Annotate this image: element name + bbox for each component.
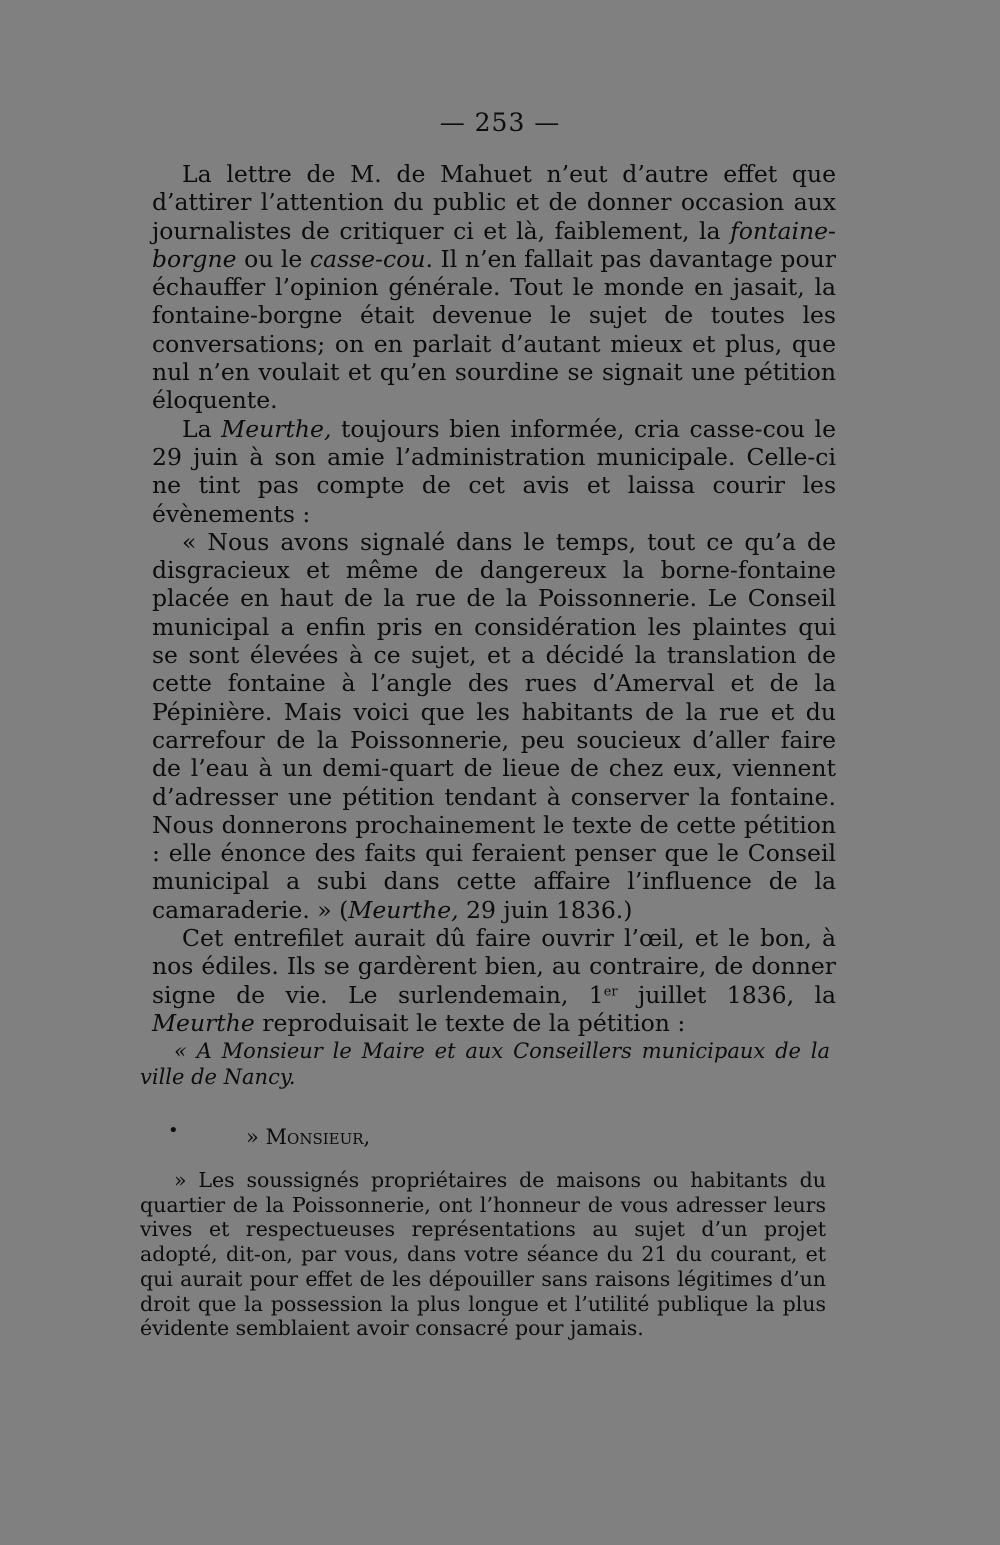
paragraph-letter-effect (152, 160, 836, 415)
text-run: juillet 1836, la (617, 980, 836, 1009)
text-run: ou le (236, 244, 310, 273)
paragraph-meurthe-warning (152, 415, 836, 528)
italic-term: casse-cou (309, 244, 426, 273)
italic-term: Meurthe, (348, 895, 459, 924)
petition-text: » Les soussignés propriétaires de maisons ou habitants du quartier de la Poissonnerie, ont l’honneur de vous adresser leurs vives et respectueuses représentations au sujet d’un projet adopté, dit-on, par vous, dans votre séance du 21 du courant, et qui aurait pour effet de les dépouiller sans raisons légitimes d’un droit que la possession la plus longue et l’utilité publique la plus évidente semblaient avoir consacré pour jamais. (140, 1168, 826, 1341)
text-run: La lettre de M. de Mahuet n’eut d’autre effet que d’attirer l’attention du public et de donner occasion aux journalistes de critiquer ci et là, faiblement, la (152, 160, 836, 245)
stray-mark: • (168, 1120, 179, 1141)
paragraph-petition-intro (152, 924, 836, 1037)
italic-term: fontaine-borgne (152, 216, 836, 273)
paragraph-meurthe-quote (152, 528, 836, 924)
text-run: reproduisait le texte de la pétition : (254, 1008, 686, 1037)
text-run: « Nous avons signalé dans le temps, tout ce qu’a de disgracieux et même de dangereux la borne-fontaine placée en haut de la rue de la Poissonnerie. Le Conseil municipal a enfin pris en considération les plaintes qui se sont élevées à ce sujet, et a décidé la translation de cette fontaine à l’angle des rues d’Amerval et de la Pépinière. Mais voici que les habitants de la rue et du carrefour de la Poissonnerie, peu soucieux d’aller faire de l’eau à un demi-quart de lieue de chez eux, viennent d’adresser une pétition tendant à conserver la fontaine. Nous donnerons prochainement le texte de cette pétition : elle énonce des faits qui feraient penser que le Conseil municipal a subi dans cette affaire l’influence de la camaraderie. » ( (152, 527, 836, 924)
text-run: 29 juin 1836.) (458, 895, 633, 924)
petition-salutation (246, 1124, 370, 1150)
text-run: . Il n’en fallait pas davantage pour échauffer l’opinion générale. Tout le monde en jasait, la fontaine-borgne était devenue le sujet de toutes les conversations; on en parlait d’autant mieux et plus, que nul n’en voulait et qu’en sourdine se signait une pétition éloquente. (152, 244, 836, 415)
text-run: toujours bien informée, cria casse-cou le 29 juin à son amie l’administration municipale. Celle-ci ne tint pas compte de cet avis et laissa courir les évènements : (152, 414, 836, 528)
salutation-word: Monsieur, (265, 1125, 371, 1149)
superscript-ordinal: er (603, 983, 618, 999)
page-number: — 253 — (439, 108, 561, 137)
petition-address: « A Monsieur le Maire et aux Conseillers municipaux de la ville de Nancy. (140, 1039, 830, 1089)
body-text (152, 160, 836, 1037)
italic-term: Meurthe, (221, 414, 332, 443)
text-run: Cet entrefilet aurait dû faire ouvrir l’œil, et le bon, à nos édiles. Ils se gardèrent bien, au contraire, de donner signe de vie. Le surlendemain, 1 (152, 924, 836, 1009)
text-run: La (182, 414, 222, 443)
italic-term: Meurthe (152, 1008, 255, 1037)
salutation-quote: » (246, 1125, 266, 1149)
